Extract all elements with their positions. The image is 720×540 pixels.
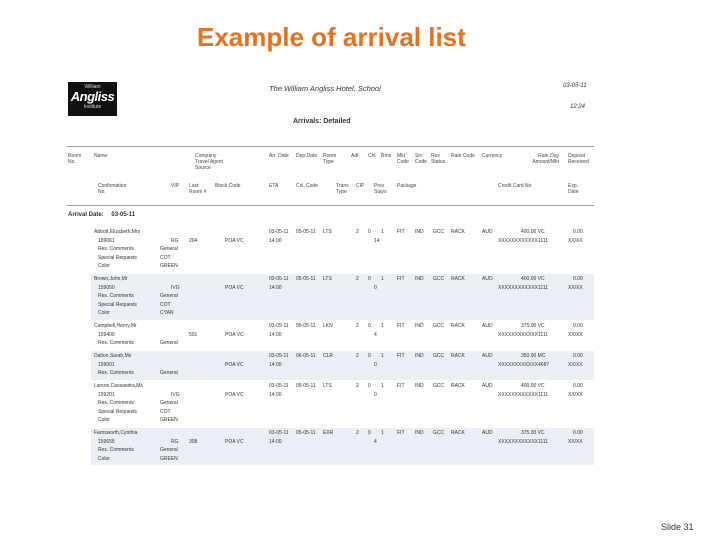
header-vip: VIP [171, 183, 180, 189]
guest-extra-label: Res. Comments [98, 246, 134, 252]
guest-dep: 05-05-11 [296, 383, 316, 389]
guest-src: IND [415, 383, 424, 389]
guest-deposit: 0.00 [573, 229, 583, 235]
header-rule-bottom [67, 205, 594, 206]
guest-pkg-code: POA VC [225, 284, 244, 291]
guest-src: IND [415, 323, 424, 329]
guest-stays: 14 [374, 237, 380, 244]
guest-conf: 159001 [98, 361, 115, 368]
guest-arr: 03-05-11 [269, 383, 289, 389]
report-title: Arrivals: Detailed [293, 118, 351, 125]
guest-extra-label: Res. Comments [98, 340, 134, 346]
guest-chl: 0 [368, 276, 371, 282]
guest-extra-value: General [160, 400, 178, 406]
guest-adl: 2 [356, 383, 359, 389]
guest-extra-value: CYAN [160, 310, 174, 316]
guest-mkt: FIT [397, 276, 405, 282]
guest-dep: 05-05-11 [296, 229, 316, 235]
guest-name: Larson,Cassandra,Ms [94, 383, 143, 389]
guest-rms: 1 [381, 383, 384, 389]
guest-stays: 0 [374, 284, 377, 291]
guest-name: Brown,John,Mr [94, 276, 128, 282]
guest-extra-label: Res. Comments [98, 370, 134, 376]
header-res-status: Res Status [431, 153, 446, 165]
guest-chl: 0 [368, 430, 371, 436]
guest-extra-value: General [160, 370, 178, 376]
guest-card: XXXXXXXXXXXX1111 [498, 331, 549, 338]
header-src-code: Src Code [415, 153, 427, 165]
guest-pkg-code: POA VC [225, 361, 244, 368]
guest-dep: 06-05-11 [296, 353, 316, 359]
guest-conf: 159061 [98, 237, 115, 244]
guest-extra-value: General [160, 340, 178, 346]
arrival-date-label: Arrival Date: [68, 212, 104, 218]
guest-mkt: FIT [397, 430, 405, 436]
guest-exp: XX/XX [568, 331, 583, 338]
header-prev-stays: Prev Stays [374, 183, 387, 195]
guest-adl: 2 [356, 430, 359, 436]
guest-stays: 0 [374, 391, 377, 398]
guest-exp: XX/XX [568, 284, 583, 291]
guest-deposit: 0.00 [573, 323, 583, 329]
institute-logo [68, 82, 117, 116]
header-deposit: Deposit Received [568, 153, 589, 165]
guest-vip: IVG [171, 284, 180, 291]
guest-dep: 05-05-11 [296, 430, 316, 436]
header-block-code: Block Code [215, 183, 241, 189]
guest-conf: 159400 [98, 331, 115, 338]
guest-rms: 1 [381, 229, 384, 235]
header-credit-card: Credit Card No [498, 183, 532, 189]
guest-card: XXXXXXXXXXXX1111 [498, 391, 549, 398]
header-arr-date: Arr. Date [269, 153, 289, 159]
guest-dep: 05-05-11 [296, 323, 316, 329]
guest-extra-value: GREEN [160, 417, 178, 423]
header-company: Company Travel Agent Source [195, 153, 223, 171]
guest-exp: XX/XX [568, 391, 583, 398]
guest-rate: RACK [451, 353, 465, 359]
guest-cur: AUD [482, 383, 493, 389]
header-currency: Currency [482, 153, 503, 159]
guest-status: GCC [433, 229, 445, 235]
arrival-date-value: 03-05-11 [111, 212, 136, 218]
guest-mkt: FIT [397, 323, 405, 329]
logo-line3: Institute [83, 104, 102, 110]
guest-eta: 14:00 [269, 361, 282, 368]
guest-extra-label: Color [98, 417, 110, 423]
guest-rate: RACK [451, 276, 465, 282]
guest-eta: 14:00 [269, 237, 282, 244]
guest-eta: 14:00 [269, 284, 282, 291]
guest-rms: 1 [381, 276, 384, 282]
guest-type: CLR [323, 353, 334, 359]
guest-vip: RG [171, 237, 179, 244]
guest-deposit: 0.00 [573, 430, 583, 436]
guest-dep: 05-05-11 [296, 276, 316, 282]
guest-src: IND [415, 353, 424, 359]
header-package: Package [397, 183, 417, 189]
guest-arr: 03-05-11 [269, 430, 289, 436]
guest-rms: 1 [381, 430, 384, 436]
guest-src: IND [415, 276, 424, 282]
guest-card: XXXXXXXXXXXX1111 [498, 438, 549, 445]
header-adl: Adl [351, 153, 359, 159]
guest-amount: 375.00 VC [521, 323, 545, 329]
logo-line2: Angliss [70, 89, 115, 104]
header-rate-day: Rate Day Amount/Mkt [532, 153, 559, 165]
print-time: 12:24 [570, 104, 586, 110]
header-trans-type: Trans Type [336, 183, 349, 195]
guest-chl: 0 [368, 229, 371, 235]
guest-vip: RG [171, 438, 179, 445]
guest-last-room: 501 [189, 331, 198, 338]
guest-eta: 14:00 [269, 331, 282, 338]
guest-eta: 14:00 [269, 391, 282, 398]
guest-type: LTS [323, 383, 332, 389]
header-confirmation: Confirmation No. [98, 183, 127, 195]
guest-extra-value: GREEN [160, 455, 178, 462]
guest-status: GCC [433, 383, 445, 389]
guest-type: LTS [323, 229, 332, 235]
guest-amount: 400.00 VC [521, 276, 545, 282]
guest-rms: 1 [381, 353, 384, 359]
guest-extra-value: COT [160, 254, 171, 261]
guest-card: XXXXXXXXXXXX1111 [498, 284, 549, 291]
guest-extra-label: Res. Comments [98, 293, 134, 299]
guest-exp: XX/XX [568, 361, 583, 368]
header-eta: ETA [269, 183, 279, 189]
guest-status: GCC [433, 276, 445, 282]
guest-deposit: 0.00 [573, 276, 583, 282]
guest-extra-label: Color [98, 310, 110, 316]
header-name: Name [94, 153, 108, 159]
logo-line1: William [84, 84, 101, 90]
guest-type: EXR [323, 430, 334, 436]
guest-rate: RACK [451, 430, 465, 436]
guest-src: IND [415, 430, 424, 436]
header-dep-date: Dep Date [296, 153, 318, 159]
guest-card: XXXXXXXXXXXX4687 [498, 361, 550, 368]
guest-extra-label: Special Requests [98, 254, 137, 261]
hotel-name: The William Angliss Hotel, School [269, 84, 381, 93]
guest-rate: RACK [451, 229, 465, 235]
guest-amount: 350.00 MC [521, 353, 546, 359]
header-chl: Chl [368, 153, 376, 159]
header-rule-top [67, 146, 594, 147]
guest-arr: 03-05-11 [269, 323, 289, 329]
header-last-room: Last Room # [189, 183, 207, 195]
guest-conf: 159201 [98, 391, 115, 398]
header-cip: CIP [356, 183, 365, 189]
guest-amount: 375.00 VC [521, 430, 545, 436]
guest-stays: 4 [374, 438, 377, 445]
guest-name: Campbell,Henry,Mr [94, 323, 137, 329]
guest-amount: 400.00 VC [521, 229, 545, 235]
guest-stays: 4 [374, 331, 377, 338]
guest-last-room: 204 [189, 237, 198, 244]
guest-extra-value: General [160, 246, 178, 252]
guest-adl: 2 [356, 229, 359, 235]
guest-extra-value: General [160, 447, 178, 453]
guest-conf: 159655 [98, 438, 115, 445]
guest-extra-label: Special Requests [98, 301, 137, 308]
guest-extra-value: COT [160, 301, 171, 308]
guest-cur: AUD [482, 276, 493, 282]
guest-cur: AUD [482, 353, 493, 359]
guest-stays: 0 [374, 361, 377, 368]
guest-extra-label: Special Requests [98, 408, 137, 415]
guest-extra-value: GREEN [160, 263, 178, 269]
guest-last-room: 308 [189, 438, 198, 445]
guest-conf: 159050 [98, 284, 115, 291]
guest-type: LKN [323, 323, 333, 329]
arrival-report [67, 78, 594, 515]
guest-exp: XX/XX [568, 237, 583, 244]
guest-card: XXXXXXXXXXXX1111 [498, 237, 549, 244]
guest-cur: AUD [482, 323, 493, 329]
guest-extra-label: Color [98, 455, 110, 462]
header-rate-code: Rate Code [451, 153, 475, 159]
guest-name: Abbott,Elizabeth,Mrs [94, 229, 141, 235]
header-rms: Rms [381, 153, 392, 159]
guest-adl: 2 [356, 276, 359, 282]
guest-status: GCC [433, 353, 445, 359]
header-room-no: Room No. [68, 153, 82, 165]
header-mkt-code: Mkt Code [397, 153, 409, 165]
guest-amount: 400.00 VC [521, 383, 545, 389]
guest-pkg-code: POA VC [225, 391, 244, 398]
guest-adl: 2 [356, 323, 359, 329]
guest-adl: 2 [356, 353, 359, 359]
guest-type: LTS [323, 276, 332, 282]
print-date: 03-05-11 [563, 83, 587, 89]
header-cxl-code: Cxl. Code [296, 183, 318, 189]
guest-name: Farnsworth,Cynthia [94, 430, 138, 436]
guest-mkt: FIT [397, 353, 405, 359]
guest-deposit: 0.00 [573, 383, 583, 389]
arrival-date-line [68, 212, 135, 218]
guest-extra-label: Color [98, 263, 110, 269]
guest-pkg-code: POA VC [225, 237, 244, 244]
guest-rate: RACK [451, 383, 465, 389]
guest-deposit: 0.00 [573, 353, 583, 359]
slide-title: Example of arrival list [197, 22, 466, 52]
guest-chl: 0 [368, 353, 371, 359]
guest-mkt: FIT [397, 229, 405, 235]
guest-chl: 0 [368, 323, 371, 329]
guest-rate: RACK [451, 323, 465, 329]
guest-status: GCC [433, 430, 445, 436]
guest-extra-label: Res. Comments [98, 447, 134, 453]
guest-arr: 03-05-11 [269, 229, 289, 235]
guest-vip: IVG [171, 391, 180, 398]
guest-chl: 0 [368, 383, 371, 389]
guest-arr: 03-05-11 [269, 353, 289, 359]
slide-number: Slide 31 [661, 522, 694, 532]
header-room-type: Room Type [323, 153, 337, 165]
guest-extra-value: General [160, 293, 178, 299]
guest-extra-value: COT [160, 408, 171, 415]
guest-name: Dalton,Sarah,Ms [94, 353, 132, 359]
guest-exp: XX/XX [568, 438, 583, 445]
header-exp-date: Exp. Date [568, 183, 579, 195]
guest-extra-label: Res. Comments [98, 400, 134, 406]
guest-arr: 03-05-11 [269, 276, 289, 282]
guest-cur: AUD [482, 430, 493, 436]
guest-mkt: FIT [397, 383, 405, 389]
guest-src: IND [415, 229, 424, 235]
guest-pkg-code: POA VC [225, 438, 244, 445]
guest-eta: 14:00 [269, 438, 282, 445]
guest-pkg-code: POA VC [225, 331, 244, 338]
guest-rms: 1 [381, 323, 384, 329]
guest-status: GCC [433, 323, 445, 329]
guest-cur: AUD [482, 229, 493, 235]
